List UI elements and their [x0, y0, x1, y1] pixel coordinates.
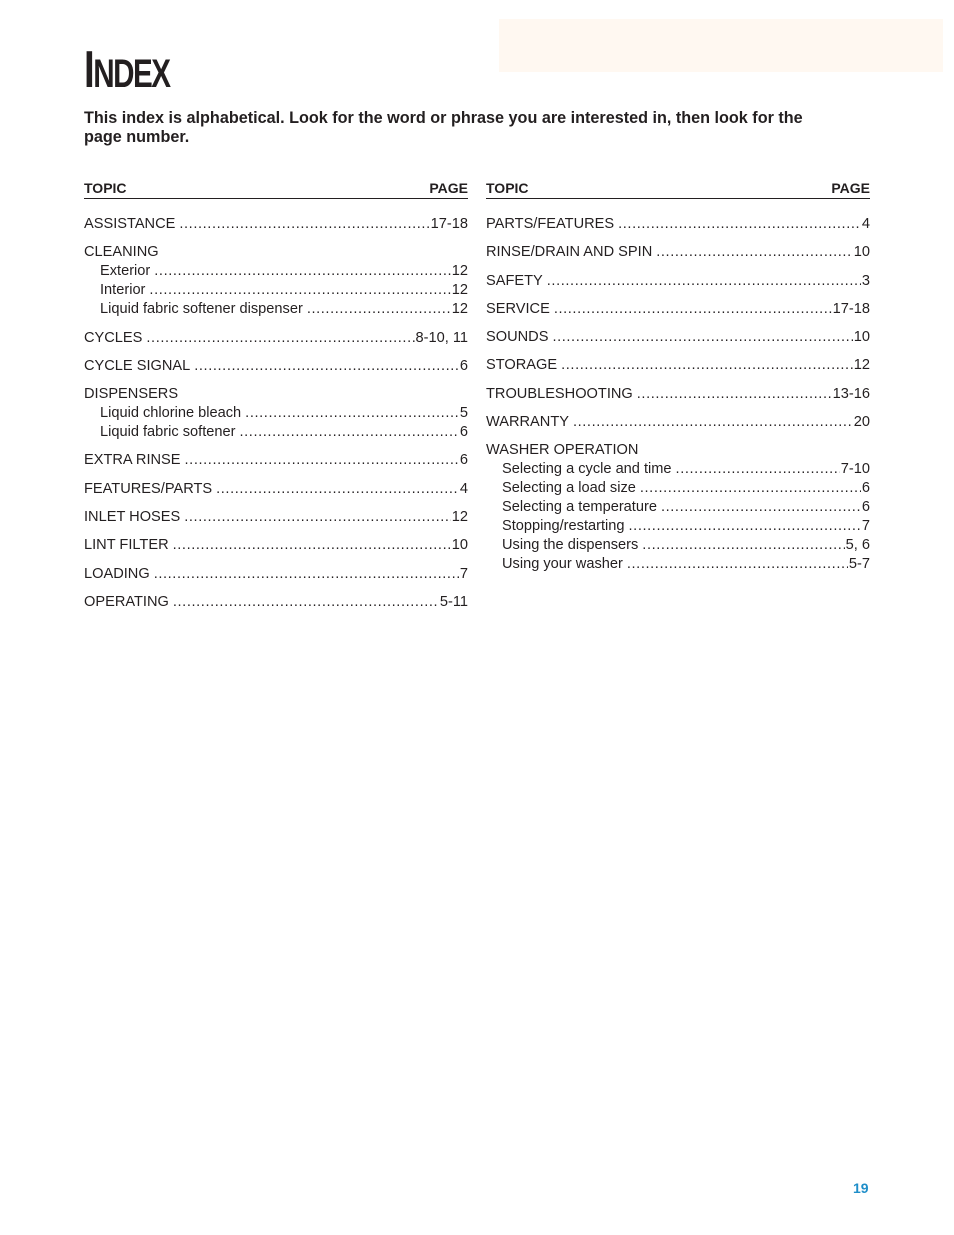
index-entry	[486, 328, 870, 347]
entry-topic: INLET HOSES	[84, 509, 181, 526]
entry-topic: Using your washer	[502, 556, 623, 573]
dot-leader	[184, 508, 451, 527]
entry-topic: EXTRA RINSE	[84, 452, 181, 469]
entry-page: 5, 6	[845, 537, 870, 554]
entry-page: 7-10	[840, 461, 870, 478]
index-entry	[486, 272, 870, 291]
index-entry-line	[486, 243, 870, 262]
index-subentry	[486, 517, 870, 536]
dot-leader	[629, 517, 861, 536]
entry-heading: DISPENSERS	[84, 386, 179, 403]
entry-topic: Liquid chlorine bleach	[100, 405, 242, 422]
entry-topic: SERVICE	[486, 300, 550, 317]
entry-page: 12	[451, 301, 468, 318]
page-number: 19	[853, 1180, 869, 1196]
entry-page: 5	[459, 405, 468, 422]
index-entry	[84, 357, 468, 376]
index-entry-line	[84, 565, 468, 584]
index-entry	[84, 385, 468, 442]
column-header	[84, 178, 468, 199]
entry-page: 7	[459, 565, 468, 582]
index-entry-line	[84, 480, 468, 499]
entry-page: 3	[861, 272, 870, 289]
dot-leader	[239, 423, 458, 442]
index-entry-line	[486, 300, 870, 319]
index-subentry	[486, 555, 870, 574]
entry-page: 7	[861, 518, 870, 535]
entry-topic: Liquid fabric softener	[100, 424, 236, 441]
dot-leader	[554, 300, 832, 319]
index-subentry	[84, 262, 468, 281]
entry-topic: SAFETY	[486, 272, 543, 289]
entry-topic: Selecting a cycle and time	[502, 461, 672, 478]
index-entry-line	[486, 356, 870, 375]
entry-topic: Selecting a load size	[502, 480, 636, 497]
header-band	[499, 19, 943, 72]
index-entry	[84, 243, 468, 319]
entry-page: 4	[459, 480, 468, 497]
entry-heading: WASHER OPERATION	[486, 442, 639, 459]
dot-leader	[154, 262, 450, 281]
index-subentry	[486, 479, 870, 498]
entry-page: 10	[451, 537, 468, 554]
column-header	[486, 178, 870, 199]
index-entry-line	[84, 508, 468, 527]
dot-leader	[149, 281, 450, 300]
index-entry	[84, 451, 468, 470]
index-entry	[84, 329, 468, 348]
index-entry	[84, 536, 468, 555]
entry-topic: Using the dispensers	[502, 537, 639, 554]
index-entry-line	[84, 593, 468, 612]
index-entry	[486, 356, 870, 375]
index-entry	[486, 441, 870, 574]
dot-leader	[656, 243, 853, 262]
entry-topic: PARTS/FEATURES	[486, 216, 615, 232]
title-rest: NDEX	[93, 52, 170, 96]
index-column-right	[486, 178, 870, 584]
dot-leader	[642, 536, 844, 555]
dot-leader	[173, 593, 439, 612]
index-entry	[486, 243, 870, 262]
dot-leader	[547, 272, 861, 291]
index-entry-line	[486, 413, 870, 432]
dot-leader	[216, 480, 459, 499]
entry-page: 5-7	[848, 556, 870, 573]
index-entry	[486, 300, 870, 319]
entry-topic: STORAGE	[486, 357, 558, 374]
index-entry	[84, 480, 468, 499]
entry-page: 5-11	[439, 593, 468, 610]
entry-topic: CYCLE SIGNAL	[84, 357, 191, 374]
entry-topic: WARRANTY	[486, 414, 569, 431]
dot-leader	[637, 385, 832, 404]
entry-topic: Interior	[100, 282, 146, 299]
title-initial: I	[84, 41, 94, 99]
dot-leader	[573, 413, 853, 432]
dot-leader	[173, 536, 451, 555]
entry-page: 6	[861, 499, 870, 516]
topic-header: TOPIC	[84, 180, 127, 196]
entry-page: 17-18	[430, 216, 468, 232]
index-entry	[84, 215, 468, 234]
entry-heading: CLEANING	[84, 244, 159, 261]
dot-leader	[146, 329, 414, 348]
entry-page: 6	[861, 480, 870, 497]
entry-page: 10	[853, 329, 870, 346]
entry-page: 17-18	[832, 300, 870, 317]
dot-leader	[307, 300, 451, 319]
dot-leader	[245, 404, 459, 423]
entry-page: 20	[853, 414, 870, 431]
dot-leader	[179, 215, 429, 234]
index-column-left	[84, 178, 468, 621]
dot-leader	[561, 356, 853, 375]
entry-page: 4	[861, 216, 870, 232]
entry-topic: FEATURES/PARTS	[84, 480, 213, 497]
page-header: PAGE	[429, 180, 468, 196]
dot-leader	[154, 565, 459, 584]
index-entry-line	[486, 215, 870, 234]
entry-page: 13-16	[832, 385, 870, 402]
dot-leader	[185, 451, 459, 470]
entry-page: 10	[853, 244, 870, 261]
entries-right	[486, 215, 870, 574]
entry-topic: LOADING	[84, 565, 150, 582]
dot-leader	[661, 498, 861, 517]
index-subentry	[486, 536, 870, 555]
entry-page: 6	[459, 357, 468, 374]
page-title	[84, 42, 170, 102]
entry-topic: SOUNDS	[486, 329, 549, 346]
index-entry-line	[84, 215, 468, 234]
index-subentry	[84, 423, 468, 442]
entry-topic: LINT FILTER	[84, 537, 169, 554]
index-subentry	[84, 281, 468, 300]
entry-topic: ASSISTANCE	[84, 216, 176, 232]
entry-topic: TROUBLESHOOTING	[486, 385, 633, 402]
entry-topic: RINSE/DRAIN AND SPIN	[486, 244, 653, 261]
index-subentry	[84, 300, 468, 319]
index-entry-line	[486, 328, 870, 347]
topic-header: TOPIC	[486, 180, 529, 196]
entry-topic: Stopping/restarting	[502, 518, 625, 535]
index-entry	[84, 565, 468, 584]
page-header: PAGE	[831, 180, 870, 196]
entry-page: 12	[853, 357, 870, 374]
entry-topic: CYCLES	[84, 329, 143, 346]
intro-text: This index is alphabetical. Look for the word or phrase you are interested in, then look for the page number.	[84, 109, 803, 146]
index-subentry	[486, 498, 870, 517]
entry-page: 12	[451, 282, 468, 299]
dot-leader	[640, 479, 861, 498]
dot-leader	[618, 215, 861, 234]
entries-left	[84, 215, 468, 612]
entry-page: 12	[451, 263, 468, 280]
index-entry	[84, 593, 468, 612]
index-entry-line	[84, 536, 468, 555]
dot-leader	[552, 328, 852, 347]
index-entry	[486, 215, 870, 234]
entry-page: 12	[451, 509, 468, 526]
index-subentry	[84, 404, 468, 423]
index-entry	[486, 413, 870, 432]
index-entry-line	[486, 385, 870, 404]
dot-leader	[194, 357, 459, 376]
index-subentry	[486, 460, 870, 479]
entry-topic: Exterior	[100, 263, 151, 280]
index-entry-line	[84, 451, 468, 470]
entry-topic: OPERATING	[84, 593, 169, 610]
dot-leader	[676, 460, 840, 479]
index-entry-line	[84, 357, 468, 376]
entry-page: 8-10, 11	[415, 329, 468, 346]
entry-page: 6	[459, 452, 468, 469]
dot-leader	[627, 555, 848, 574]
index-entry-line	[486, 272, 870, 291]
index-entry-line	[84, 329, 468, 348]
entry-page: 6	[459, 424, 468, 441]
entry-topic: Liquid fabric softener dispenser	[100, 301, 303, 318]
index-entry	[486, 385, 870, 404]
entry-topic: Selecting a temperature	[502, 499, 657, 516]
index-entry	[84, 508, 468, 527]
